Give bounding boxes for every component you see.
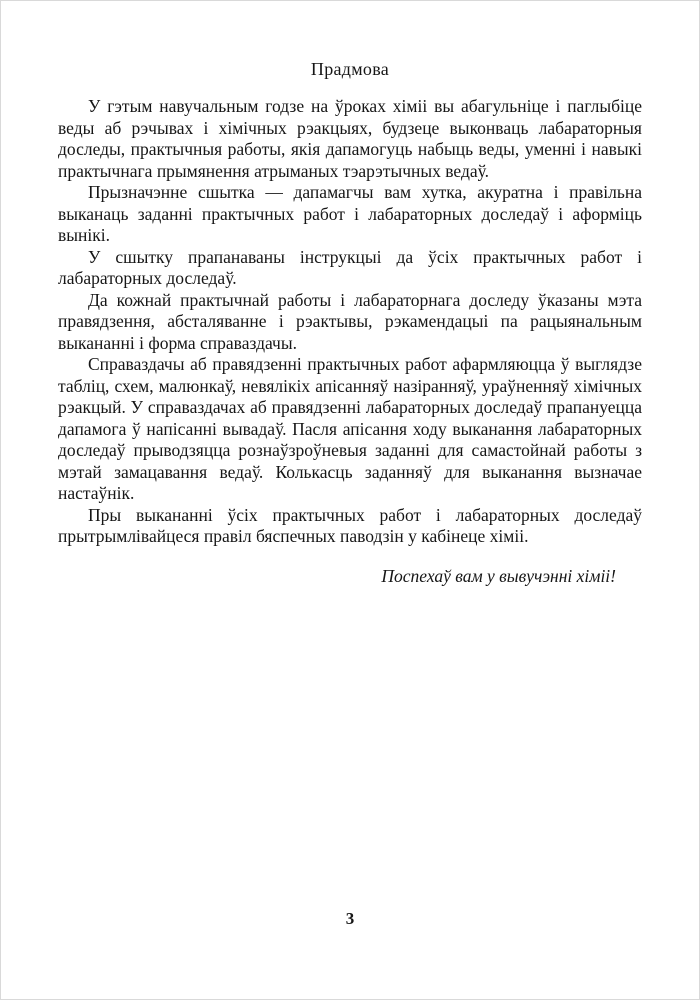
paragraph: Пры выкананні ўсіх практычных работ і лабараторных доследаў прытрымлівайцеся правіл бяспечных паводзін у кабінеце хіміі. [58, 504, 642, 546]
paragraph: Да кожнай практычнай работы і лабараторнага доследу ўказаны мэта правядзення, абсталяванне і рэактывы, рэкамендацыі па рацыянальным выкананні і форма справаздачы. [58, 289, 642, 353]
paragraph: У гэтым навучальным годзе на ўроках хіміі вы абагульніце і паглыбіце веды аб рэчывах і хімічных рэакцыях, будзеце выконваць лабараторныя доследы, практычныя работы, якія дапамогуць набыць веды, уменні і навыкі практычнага прымянення атрыманых тэарэтычных ведаў. [58, 96, 642, 181]
page-number: 3 [345, 909, 355, 928]
page-title: Прадмова [310, 59, 390, 79]
paragraph: Прызначэнне сшытка — дапамагчы вам хутка, акуратна і правільна выканаць заданні практычных работ і лабараторных доследаў і аформіць вынікі. [58, 182, 642, 245]
paragraph: Справаздачы аб правядзенні практычных работ афармляюцца ў выглядзе табліц, схем, малюнкаў, невялікіх апісанняў назіранняў, ураўненняў хімічных рэакцый. У справаздачах аб правядзенні лабараторных доследаў прапануецца дапамога ў напісанні вывадаў. Пасля апісання ходу выканання лабараторных доследаў прыводзяцца рознаўзроўневыя заданні для самастойнай работы з мэтай замацавання ведаў. Колькасць заданняў для выканання вызначае настаўнік. [58, 354, 642, 503]
preface-text [58, 96, 642, 548]
closing-wish: Поспехаў вам у вывучэнні хіміі! [381, 565, 616, 586]
paragraph: У сшытку прапанаваны інструкцыі да ўсіх практычных работ і лабараторных доследаў. [58, 246, 642, 288]
